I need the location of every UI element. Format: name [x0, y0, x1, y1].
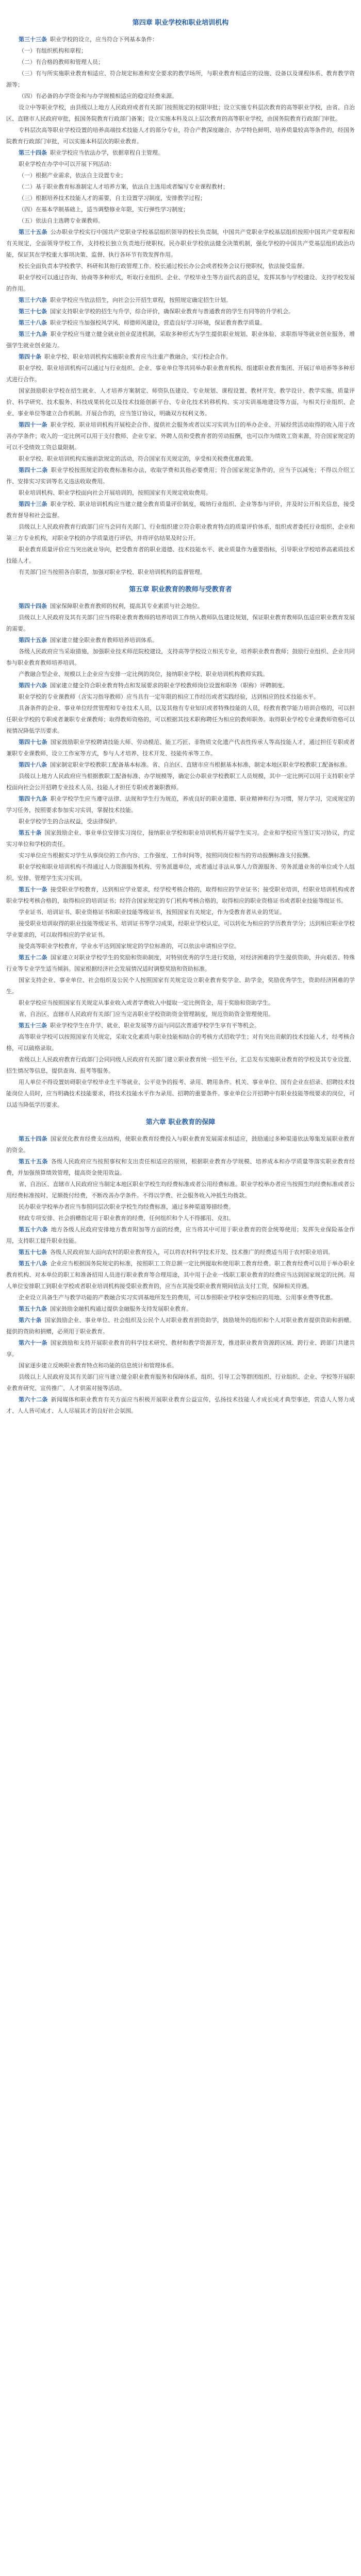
article-text: 接受高等职业学校教育，学业水平达到国家规定的学位标准的，可以依法申请相应学位。	[19, 943, 240, 950]
article-text: 地方各级人民政府安排地方教育附加等方面的经费，应当将其中可用于职业教育的资金统筹使用；发挥失业保险基金作用，支持职工提升职业技能。	[6, 1226, 355, 1244]
article-text: 职业学校、职业培训机构实施职业教育应当注重产教融合，实行校企合作。	[44, 353, 232, 360]
article-text: 学业证书、培训证书、职业资格证书和职业技能等级证书，按照国家有关规定，作为受教育者从业的凭证。	[19, 909, 285, 916]
article-text: 职业学校学生在升学、就业、职业发展等方面与同层次普通学校学生享有平等机会。	[50, 1022, 260, 1029]
article-text: 国家鼓励金融机构通过提供金融服务支持发展职业教育。	[50, 1306, 192, 1312]
article-text: 省级以上人民政府教育行政部门会同同级人民政府有关部门建立职业教育统一招生平台，汇总发布实施职业教育的学校及其专业设置、招生情况等信息，提供查询、报考等服务。	[6, 1056, 355, 1074]
article-paragraph	[6, 691, 355, 703]
article-text: （一）有组织机构和章程；	[19, 47, 87, 54]
article-paragraph	[6, 306, 355, 317]
article-number: 第四十九条	[19, 795, 47, 802]
article-paragraph	[6, 669, 355, 680]
article-text: 财政专项安排、社会捐赠指定用于职业教育的经费，任何组织和个人不得挪用、克扣。	[19, 1215, 234, 1222]
article-number: 第三十三条	[19, 36, 47, 43]
article-text: 县级以上人民政府及其有关部门应当将职业教育教师的培养培训工作纳入教师队伍建设规划，保证职业教育教师队伍适应职业教育发展的需要。	[6, 614, 355, 632]
article-paragraph	[6, 102, 355, 125]
article-paragraph	[6, 861, 355, 884]
article-text: 职业教育质量评价应当突出就业导向，把受教育者的职业道德、技术技能水平、就业质量作为重要指标，引导职业学校培养高素质技术技能人才。	[6, 546, 355, 564]
article-text: 有关部门应当按照各自职责，加强对职业学校、职业培训机构的监督管理。	[19, 569, 206, 575]
article-paragraph	[6, 1054, 355, 1077]
article-text: （二）有合格的教师和管理人员；	[19, 59, 104, 65]
article-number: 第五十八条	[19, 1260, 47, 1267]
article-paragraph	[6, 827, 355, 850]
article-number: 第四十条	[19, 353, 41, 360]
article-text: 职业学校、职业培训机构实施前款规定的活动，符合国家有关规定的，享受相关税费优惠政策。	[19, 455, 257, 462]
article-text: 职业学校、职业培训机构开展校企合作、提供社会服务或者以实习实训为目的举办企业、开展经营活动取得的收入用于改善办学条件；收入的一定比例可以用于支付教师、企业专家、外聘人员和受教育者的劳动报酬，也可以作为绩效工资来源，符合国家规定的可以不受绩效工资总量限制。	[6, 421, 355, 451]
article-paragraph	[6, 612, 355, 635]
article-paragraph	[6, 759, 355, 771]
article-number: 第四十一条	[19, 421, 47, 428]
article-paragraph	[6, 737, 355, 759]
article-number: 第四十二条	[19, 467, 48, 473]
article-number: 第四十三条	[19, 501, 47, 507]
article-number: 第五十一条	[19, 886, 47, 893]
article-text: 国家支持职业学校的招生与升学，综合评价，确保职业教育与普通教育的学生有同等的升学机会。	[50, 308, 294, 315]
article-text: 职业学校应当加强校风学风、师德师风建设，营造良好学习环境，保证教育教学质量。	[50, 319, 266, 326]
article-text: 国家优化教育经费支出结构，使职业教育经费投入与职业教育发展需求相适应，鼓励通过多种渠道依法筹集发展职业教育的资金。	[6, 1136, 355, 1154]
article-text: （四）有必备的办学资金和与办学规模相适应的稳定经费来源。	[19, 93, 177, 99]
article-text: 县级以上人民政府及其有关部门应当建立健全职业教育服务和保障体系，组织、引导工会等群团组织、行业组织、企业、学校等开展职业教育研究、宣传推广、人才供需对接等活动。	[6, 1374, 355, 1392]
article-text: 用人单位不得设置妨碍职业学校毕业生平等就业、公平竞争的报考、录用、聘用条件。机关、事业单位、国有企业在招录、招聘技术技能岗位人员时，应当明确技术技能要求，将技术技能水平作为录用、招聘的重要条件。事业单位公开招聘中有职业技能等级要求的岗位，可以适当降低学历要求。	[6, 1079, 355, 1108]
article-paragraph	[6, 1315, 355, 1337]
article-text: 职业学校应当依法招生，向社会公开招生章程，按照规定确定招生计划。	[50, 297, 232, 303]
chapter-title: 第五章 职业教育的教师与受教育者	[129, 586, 232, 594]
article-text: 职业学校、职业培训机构可以通过与行业组织、企业、事业单位等共同举办职业教育机构、组建职业教育集团、开展订单培养等多种形式进行合作。	[6, 365, 355, 383]
article-text: 各级人民政府应当采取措施，加强职业技术师范院校建设，支持高等学校设立相关专业，培养职业教育教师；鼓励行业组织、企业共同参与职业教育教师培养培训。	[6, 648, 355, 666]
article-text: 各级人民政府应当按照事权和支出责任相适应的原则，根据职业教育办学规模、培养成本和办学质量等落实职业教育经费，并加强预算绩效管理，提高资金使用效益。	[6, 1158, 355, 1176]
article-paragraph	[6, 975, 355, 997]
article-number: 第三十四条	[19, 149, 47, 156]
article-paragraph	[6, 181, 355, 193]
article-text: 国家鼓励职业学校在招生就业、人才培养方案制定、师资队伍建设、专业规划、课程设置、教材开发、教学设计、教学实施、质量评价、科学研究、技术服务、科技成果转化以及技术技能创新平台、专业化技术转移机构、实习实训基地建设等方面，与相关行业组织、企业、事业单位等建立合作机制。开展合作的，应当签订协议，明确双方权利义务。	[6, 387, 355, 417]
article-paragraph	[6, 1360, 355, 1371]
article-text: （二）基于职业教育标准制定人才培养方案，依法自主选用或者编写专业课程教材；	[19, 183, 228, 190]
article-text: 国家保障职业教育教师的权利，提高其专业素质与社会地位。	[50, 603, 203, 609]
article-paragraph	[6, 204, 355, 215]
article-text: 接受职业学校教育，达到相应学业要求，经学校考核合格的，取得相应的学业证书；接受职业培训，经职业培训机构或者职业学校考核合格的，取得相应的培训证书；经符合国家规定的专门机构考核合格的，取得相应的职业资格证书或者职业技能等级证书。	[6, 886, 355, 904]
article-paragraph	[6, 907, 355, 918]
article-paragraph	[6, 816, 355, 827]
article-text: 职业学校应当按照国家有关规定从事业收入或者学费收入中提取一定比例资金，用于奖励和资助学生。	[19, 999, 274, 1006]
article-text: 新闻媒体和职业教育有关方面应当积极开展职业教育公益宣传，弘扬技术技能人才成长成才典型事迹，营造人人努力成才、人人皆可成才、人人尽展其才的良好社会氛围。	[6, 1396, 355, 1414]
article-paragraph	[6, 1213, 355, 1224]
article-paragraph	[6, 453, 355, 465]
article-text: 国家逐步建立反映职业教育特点和功能的信息统计和管理体系。	[19, 1362, 177, 1369]
article-paragraph	[6, 68, 355, 91]
article-number: 第五十九条	[19, 1306, 47, 1312]
article-text: 职业学校按照规定的收费标准和办法，收取学费和其他必要费用；符合国家规定条件的，应当予以减免；不得以介绍工作、安排实习实训等名义违法收取费用。	[6, 467, 355, 485]
article-number: 第五十条	[19, 829, 42, 836]
article-paragraph	[6, 45, 355, 57]
article-text: 国家支持企业、事业单位、社会组织及公民个人按照国家有关规定设立职业教育奖学金、助学金，奖励优秀学生，资助经济困难的学生。	[6, 977, 355, 995]
article-paragraph	[6, 91, 355, 102]
article-text: 国家制定职业学校教职工配备基本标准。省、自治区、直辖市应当根据基本标准，制定本地区职业学校教职工配备标准。	[50, 761, 351, 768]
article-text: 国家鼓励和支持开展职业教育的科学技术研究、教材和教学资源开发，推进职业教育资源跨区域、跨行业、跨部门共建共享。	[6, 1340, 355, 1358]
article-text: 县级以上人民政府教育行政部门应当会同有关部门、行业组织建立符合职业教育特点的质量评价体系，组织或者委托行业组织、企业和第三方专业机构，对职业学校的办学质量进行评估，并将评估结果及时公开。	[6, 523, 355, 541]
article-paragraph	[6, 363, 355, 385]
article-text: 接受职业培训取得的职业技能等级证书、培训证书等学习成果，经职业学校认定，可以转化为相应的学历教育学分；达到相应职业学校学业要求的，可以取得相应的学业证书。	[6, 920, 355, 938]
article-paragraph	[6, 159, 355, 170]
article-paragraph	[6, 34, 355, 45]
article-paragraph	[6, 646, 355, 669]
article-text: 省、自治区、直辖市人民政府有关部门应当完善职业学校资助资金管理制度，规范资助资金管理使用。	[19, 1011, 274, 1018]
article-text: 高等职业学校可以按照国家有关规定，采取文化素质与职业技能相结合的考核方式招收学生；对有突出贡献的技术技能人才，经考核合格，可以破格录取。	[6, 1033, 355, 1052]
article-text: （三）根据培养技术技能人才的需要，自主设置学习制度，安排教学过程；	[19, 195, 206, 201]
article-text: （五）依法自主选聘专业课教师。	[19, 217, 104, 224]
article-number: 第三十五条	[19, 229, 47, 235]
article-paragraph	[6, 1371, 355, 1394]
article-paragraph	[6, 329, 355, 351]
article-number: 第六十一条	[19, 1340, 47, 1346]
article-paragraph	[6, 57, 355, 68]
article-number: 第三十六条	[19, 297, 47, 303]
article-text: 职业学校应当依法办学，依据章程自主管理。	[50, 149, 163, 156]
article-paragraph	[6, 499, 355, 521]
article-paragraph	[6, 952, 355, 975]
article-paragraph	[6, 601, 355, 612]
article-text: 国家鼓励职业学校聘请技能大师、劳动模范、能工巧匠、非物质文化遗产代表性传承人等高技能人才，通过担任专职或者兼职专业课教师、设立工作室等方式，参与人才培养、技术开发、技能传承等工作。	[6, 739, 355, 757]
article-paragraph	[6, 1156, 355, 1179]
article-text: 县级以上地方人民政府应当根据教职工配备标准、办学规模等，确定公办职业学校教职工人员规模，其中一定比例可以用于支持职业学校面向社会公开招聘专业技术人员、技能人才担任专职或者兼职教师。	[6, 773, 355, 791]
article-text: 职业培训机构、职业学校面向社会开展培训的，按照国家有关规定收取费用。	[19, 489, 211, 496]
article-number: 第五十七条	[19, 1249, 47, 1256]
article-text: 各级人民政府加大面向农村的职业教育投入，可以将农村科学技术开发、技术推广的经费适当用于农村职业培训。	[50, 1249, 334, 1256]
article-paragraph	[6, 544, 355, 567]
article-paragraph	[6, 227, 355, 261]
article-paragraph	[6, 215, 355, 227]
article-text: 职业学校的专业课教师（含实习指导教师）应当具有一定年限的相应工作经历或者实践经验，达到相应的技术技能水平。	[19, 693, 319, 700]
article-paragraph	[6, 1201, 355, 1213]
article-paragraph	[6, 1031, 355, 1054]
article-number: 第四十八条	[19, 761, 47, 768]
article-text: 职业学校学生的合法权益，受法律保护。	[19, 818, 121, 825]
article-paragraph	[6, 635, 355, 646]
article-text: 国家建立对职业学校学生的奖励和资助制度，对特别优秀的学生进行奖励，对经济困难的学生提供资助，并向艰苦、特殊行业等专业学生适当倾斜。国家根据经济社会发展情况适时调整奖励和资助标准。	[6, 954, 355, 972]
article-number: 第三十七条	[19, 308, 47, 315]
article-text: （四）在基本学制基础上，适当调整修业年限，实行弹性学习制度；	[19, 206, 189, 213]
article-text: 职业学校、职业培训机构应当建立健全教育质量评价制度，吸纳行业组织、企业等参与评价，并及时公开相关信息，接受教育督导和社会监督。	[6, 501, 355, 519]
article-number: 第五十五条	[19, 1158, 48, 1165]
article-text: 专科层次高等职业学校设置的培养高端技术技能人才的部分专业，符合产教深度融合、办学特色鲜明、培养质量较高等条件的，经国务院教育行政部门审批，可以实施本科层次的职业教育。	[6, 127, 355, 145]
article-paragraph	[6, 997, 355, 1009]
article-paragraph	[6, 1179, 355, 1201]
article-paragraph	[6, 850, 355, 861]
article-number: 第四十四条	[19, 603, 47, 609]
article-text: 具备条件的企业、事业单位经营管理和专业技术人员，以及其他有专业知识或者特殊技能的人员，经教育教学能力培训合格的，可以担任职业学校的专职或者兼职专业课教师；取得教师资格的，可以根据其技术职称聘任为相应的教师职务。取得职业学校专业课教师资格可以视情况降低学历要求。	[6, 705, 355, 734]
article-text: 产教融合型企业、规模以上企业应当安排一定比例的岗位，接纳职业学校、职业培训机构教师实践。	[19, 671, 268, 677]
article-paragraph	[6, 272, 355, 295]
article-paragraph	[6, 193, 355, 204]
article-number: 第五十四条	[19, 1136, 47, 1142]
article-text: 职业学校在办学中可以开展下列活动：	[19, 161, 115, 167]
article-text: 职业学校的设立，应当符合下列基本条件：	[50, 36, 158, 43]
article-number: 第六十二条	[19, 1396, 48, 1403]
article-number: 第四十五条	[19, 637, 47, 643]
article-paragraph	[6, 295, 355, 306]
article-paragraph	[6, 1077, 355, 1111]
article-text: 企业应当根据国务院规定的标准，按照职工工资总额一定比例提取和使用职工教育经费。职工教育经费可以用于举办职业教育机构、对本单位的职工和准备招用人员进行职业教育等合理用途，其中用于企业一线职工职业教育的经费应当达到国家规定的比例。用人单位安排职工到职业学校或者职业培训机构接受职业教育的，应当在其接受职业教育期间依法支付工资，保障相关待遇。	[6, 1260, 355, 1290]
article-text: 设立中等职业学校，由县级以上地方人民政府或者有关部门按照规定的权限审批；设立实施专科层次教育的高等职业学校，由省、自治区、直辖市人民政府审批，报国务院教育行政部门备案；设立实施本科及以上层次教育的高等职业学校，由国务院教育行政部门审批。	[6, 104, 355, 122]
article-text: 公办职业学校实行中国共产党职业学校基层组织领导的校长负责制，中国共产党职业学校基层组织按照中国共产党章程和有关规定，全面领导学校工作，支持校长独立负责地行使职权。民办职业学校依法健全决策机制，强化学校的中国共产党基层组织政治功能，保证其在学校重大事项决策、监督、执行各环节有效发挥作用。	[6, 229, 355, 258]
article-number: 第三十八条	[19, 319, 47, 326]
article-paragraph	[6, 261, 355, 272]
article-paragraph	[6, 1292, 355, 1303]
article-number: 第四十七条	[19, 739, 47, 745]
article-text: 国家鼓励企业、事业单位安排实习岗位，接纳职业学校和职业培训机构开展学生实习。企业和学校应当签订实习协议，约定实习单位和学校的责任。	[6, 829, 355, 848]
article-paragraph	[6, 1394, 355, 1417]
article-text: 企业设立具备生产与教学功能的产教融合实习实训基地所发生的费用，可以参照职业学校享受相应的用地、公用事业费等优惠。	[19, 1294, 336, 1301]
article-paragraph	[6, 567, 355, 578]
article-paragraph	[6, 1133, 355, 1156]
article-paragraph	[6, 680, 355, 691]
article-paragraph	[6, 1224, 355, 1247]
article-number: 第五十六条	[19, 1226, 48, 1233]
article-paragraph	[6, 465, 355, 487]
article-paragraph	[6, 170, 355, 181]
chapter-title: 第六章 职业教育的保障	[145, 1118, 216, 1126]
article-text: 职业学校学生应当遵守法律、法规和学生行为规范，养成良好的职业道德、职业精神和行为习惯，努力学习，完成规定的学习任务，按照要求参加实习实训，掌握技术技能。	[6, 795, 355, 814]
article-paragraph	[6, 419, 355, 453]
article-paragraph	[6, 703, 355, 737]
article-paragraph	[6, 317, 355, 329]
article-paragraph	[6, 125, 355, 147]
article-text: 职业学校可以通过咨询、协商等多种形式，听取行业组织、企业、学校毕业生等方面代表的意见，发挥其参与学校建设、支持学校发展的作用。	[6, 274, 355, 292]
article-paragraph	[6, 1009, 355, 1020]
article-paragraph	[6, 1258, 355, 1292]
article-text: 国家建立健全职业教育教师培养培训体系。	[50, 637, 158, 643]
article-paragraph	[6, 793, 355, 816]
article-paragraph	[6, 1303, 355, 1315]
article-paragraph	[6, 351, 355, 363]
chapter-title: 第四章 职业学校和职业培训机构	[132, 19, 229, 27]
article-paragraph	[6, 918, 355, 941]
article-number: 第五十三条	[19, 1022, 47, 1029]
article-text: 国家鼓励企业、事业单位、社会组织及公民个人对职业教育捐资助学，鼓励境外的组织和个人对职业教育提供资助和捐赠。提供的资助和捐赠，必须用于职业教育。	[6, 1317, 355, 1335]
article-text: 职业学校应当建立健全就业创业促进机制，采取多种形式为学生提供职业规划、职业体验、求职指导等就业创业服务，增强学生就业创业能力。	[6, 331, 355, 349]
article-text: 职业学校和职业培训机构不得通过人力资源服务机构、劳务派遣单位，或者通过非法从事人力资源服务、劳务派遣业务的单位或个人组织、安排、管理学生实习实训。	[6, 863, 355, 882]
article-text: 民办职业学校举办者应当参照同层次职业学校生均经费标准，通过多种渠道筹措经费。	[19, 1204, 234, 1210]
article-paragraph	[6, 771, 355, 793]
article-paragraph	[6, 147, 355, 159]
article-text: 省、自治区、直辖市人民政府应当制定本地区职业学校生均经费标准或者公用经费标准。职业学校举办者应当按照生均经费标准或者公用经费标准按时、足额拨付经费，不断改善办学条件。不得以学费、社会服务收入冲抵生均拨款。	[6, 1181, 355, 1199]
article-number: 第六十条	[19, 1317, 42, 1324]
article-paragraph	[6, 1337, 355, 1360]
article-number: 第五十二条	[19, 954, 47, 961]
article-paragraph	[6, 884, 355, 907]
article-paragraph	[6, 1020, 355, 1031]
article-paragraph	[6, 385, 355, 419]
article-paragraph	[6, 487, 355, 499]
article-text: 实习单位应当根据实习学生从事岗位的工作内容、工作强度、工作时间等，按照同岗位相当的劳动报酬标准支付报酬。	[19, 852, 314, 859]
article-paragraph	[6, 521, 355, 544]
article-number: 第四十六条	[19, 682, 47, 689]
article-text: 校长全面负责本学校教学、科研和其他行政管理工作。校长通过校长办公会或者校务会议行使职权，依法接受监督。	[19, 263, 308, 269]
article-text: （一）根据产业需求，依法自主设置专业；	[19, 172, 126, 179]
article-text: （三）有与所实施职业教育相适应、符合规定标准和安全要求的教学场所，与职业教育相适应的设施、设备以及课程体系、教育教学资源等；	[6, 70, 355, 88]
article-paragraph	[6, 1247, 355, 1258]
article-text: 国家建立健全符合职业教育特点和发展要求的职业学校教师岗位设置和职务（职称）评聘制度。	[50, 682, 288, 689]
article-paragraph	[6, 941, 355, 952]
article-number: 第三十九条	[19, 331, 47, 337]
